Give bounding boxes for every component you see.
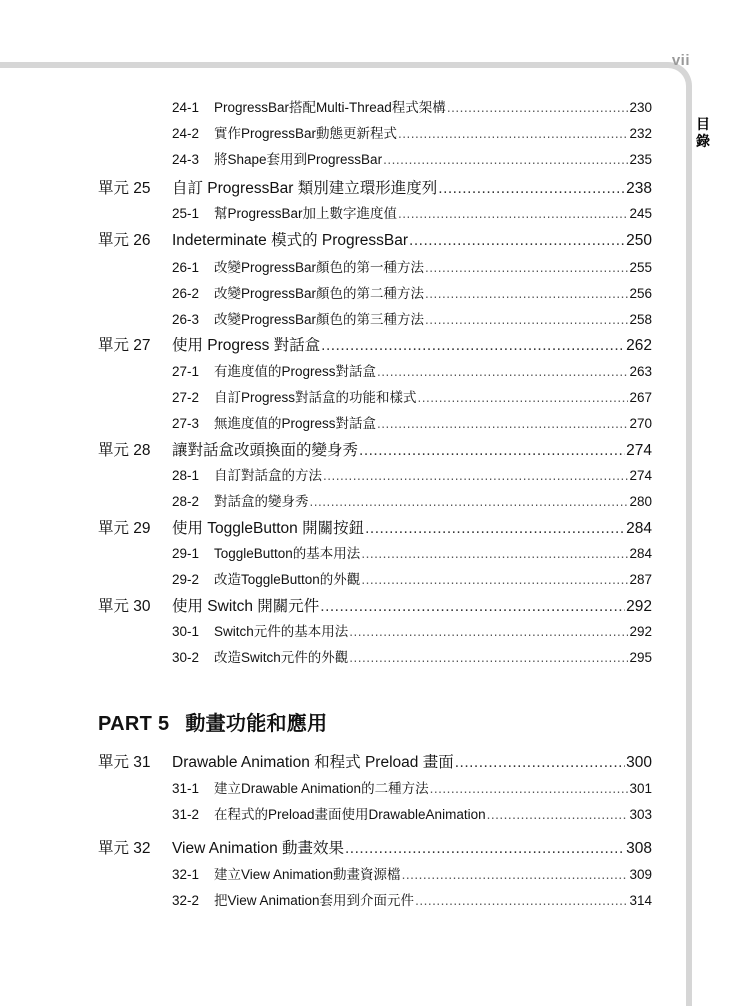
section-number: 27-1: [172, 364, 200, 379]
entry-title: 幫ProgressBar加上數字進度值: [214, 206, 398, 221]
dot-leader: [320, 598, 625, 616]
page-number: vii: [671, 52, 690, 69]
unit-number: 單元 28: [98, 442, 151, 459]
page-ref: 235: [629, 152, 652, 167]
dot-leader: [425, 286, 628, 301]
dot-leader: [345, 840, 625, 858]
side-tab-label: [693, 116, 713, 150]
dot-leader: [402, 867, 629, 882]
dot-leader: [365, 520, 625, 538]
toc-unit-entry[interactable]: [98, 594, 652, 616]
page-ref: 230: [629, 100, 652, 115]
section-number: 24-3: [172, 152, 200, 167]
section-number: 29-1: [172, 546, 200, 561]
toc-section-entry[interactable]: [172, 620, 652, 640]
dot-leader: [377, 416, 628, 431]
side-tab-char: 目: [696, 116, 710, 132]
section-number: 32-2: [172, 893, 200, 908]
toc-section-entry[interactable]: [172, 542, 652, 562]
toc-section-entry[interactable]: [172, 282, 652, 302]
entry-title: 將Shape套用到ProgressBar: [214, 152, 383, 167]
toc-section-entry[interactable]: [172, 412, 652, 432]
toc-section-entry[interactable]: [172, 386, 652, 406]
page-ref: 274: [629, 468, 652, 483]
toc-section-entry[interactable]: [172, 863, 652, 883]
entry-title: 改造ToggleButton的外觀: [214, 572, 361, 587]
dot-leader: [377, 364, 628, 379]
unit-number: 單元 27: [98, 337, 151, 354]
entry-title: 實作ProgressBar動態更新程式: [214, 126, 398, 141]
section-number: 27-2: [172, 390, 200, 405]
toc-section-entry[interactable]: [172, 122, 652, 142]
page-ref: 250: [626, 232, 652, 249]
dot-leader: [430, 781, 629, 796]
entry-title: 自訂對話盒的方法: [214, 468, 322, 483]
page-ref: 309: [629, 867, 652, 882]
dot-leader: [425, 260, 628, 275]
toc-unit-entry[interactable]: [98, 438, 652, 460]
part-title: 動畫功能和應用: [185, 713, 328, 735]
page-ref: 295: [629, 650, 652, 665]
dot-leader: [398, 126, 628, 141]
page-ref: 284: [626, 520, 652, 537]
page-ref: 292: [629, 624, 652, 639]
unit-number: 單元 29: [98, 520, 151, 537]
sidebar-rule: [686, 100, 692, 1006]
page-ref: 292: [626, 598, 652, 615]
section-number: 28-2: [172, 494, 200, 509]
toc-section-entry[interactable]: [172, 646, 652, 666]
page-ref: 303: [629, 807, 652, 822]
dot-leader: [361, 546, 628, 561]
toc-section-entry[interactable]: [172, 568, 652, 588]
section-number: 28-1: [172, 468, 200, 483]
header-rule: [0, 62, 668, 68]
toc-unit-entry[interactable]: [98, 750, 652, 772]
side-tab-char: 錄: [696, 133, 710, 149]
section-number: 24-2: [172, 126, 200, 141]
entry-title: 有進度值的Progress對話盒: [214, 364, 377, 379]
entry-title: 在程式的Preload畫面使用DrawableAnimation: [214, 807, 486, 822]
unit-number: 單元 25: [98, 180, 151, 197]
entry-title: 改造Switch元件的外觀: [214, 650, 349, 665]
entry-title: Switch元件的基本用法: [214, 624, 349, 639]
toc-section-entry[interactable]: [172, 256, 652, 276]
toc-section-entry[interactable]: [172, 148, 652, 168]
entry-title: 把View Animation套用到介面元件: [214, 893, 415, 908]
toc-section-entry[interactable]: [172, 360, 652, 380]
section-number: 25-1: [172, 206, 200, 221]
entry-title: 自訂 ProgressBar 類別建立環形進度列: [172, 180, 438, 197]
dot-leader: [361, 572, 628, 587]
entry-title: 建立Drawable Animation的二種方法: [214, 781, 429, 796]
toc-unit-entry[interactable]: [98, 228, 652, 250]
section-number: 31-2: [172, 807, 200, 822]
toc-section-entry[interactable]: [172, 889, 652, 909]
page-ref: 245: [629, 206, 652, 221]
dot-leader: [438, 180, 625, 198]
page-ref: 280: [629, 494, 652, 509]
dot-leader: [418, 390, 629, 405]
part-label: PART 5: [98, 713, 170, 735]
toc-section-entry[interactable]: [172, 464, 652, 484]
entry-title: 使用 ToggleButton 開關按鈕: [172, 520, 365, 537]
section-number: 26-3: [172, 312, 200, 327]
entry-title: 讓對話盒改頭換面的變身秀: [172, 442, 359, 459]
entry-title: 對話盒的變身秀: [214, 494, 309, 509]
section-number: 26-1: [172, 260, 200, 275]
page-ref: 267: [629, 390, 652, 405]
dot-leader: [398, 206, 628, 221]
dot-leader: [349, 624, 628, 639]
page-ref: 263: [629, 364, 652, 379]
toc-section-entry[interactable]: [172, 803, 652, 823]
section-number: 30-2: [172, 650, 200, 665]
dot-leader: [310, 494, 629, 509]
entry-title: Drawable Animation 和程式 Preload 畫面: [172, 754, 454, 771]
entry-title: 改變ProgressBar顏色的第三種方法: [214, 312, 425, 327]
page-ref: 238: [626, 180, 652, 197]
page-ref: 262: [626, 337, 652, 354]
toc-unit-entry[interactable]: [98, 176, 652, 198]
dot-leader: [425, 312, 628, 327]
part-heading: [98, 707, 327, 736]
unit-number: 單元 32: [98, 840, 151, 857]
dot-leader: [321, 337, 625, 355]
dot-leader: [349, 650, 628, 665]
section-number: 26-2: [172, 286, 200, 301]
page-ref: 256: [629, 286, 652, 301]
dot-leader: [415, 893, 628, 908]
toc-unit-entry[interactable]: [98, 836, 652, 858]
toc-section-entry[interactable]: [172, 777, 652, 797]
toc-unit-entry[interactable]: [98, 333, 652, 355]
page-ref: 300: [626, 754, 652, 771]
toc-section-entry[interactable]: [172, 202, 652, 222]
entry-title: ToggleButton的基本用法: [214, 546, 361, 561]
page-ref: 274: [626, 442, 652, 459]
entry-title: 使用 Switch 開關元件: [172, 598, 320, 615]
entry-title: ProgressBar搭配Multi-Thread程式架構: [214, 100, 446, 115]
dot-leader: [447, 100, 629, 115]
toc-section-entry[interactable]: [172, 308, 652, 328]
entry-title: 無進度值的Progress對話盒: [214, 416, 377, 431]
dot-leader: [409, 232, 625, 250]
entry-title: 使用 Progress 對話盒: [172, 337, 321, 354]
dot-leader: [383, 152, 628, 167]
page-ref: 232: [629, 126, 652, 141]
dot-leader: [487, 807, 629, 822]
page-ref: 255: [629, 260, 652, 275]
entry-title: 自訂Progress對話盒的功能和樣式: [214, 390, 417, 405]
entry-title: 改變ProgressBar顏色的第二種方法: [214, 286, 425, 301]
page-ref: 314: [629, 893, 652, 908]
entry-title: Indeterminate 模式的 ProgressBar: [172, 232, 409, 249]
section-number: 30-1: [172, 624, 200, 639]
page-ref: 308: [626, 840, 652, 857]
section-number: 29-2: [172, 572, 200, 587]
entry-title: 改變ProgressBar顏色的第一種方法: [214, 260, 425, 275]
section-number: 27-3: [172, 416, 200, 431]
unit-number: 單元 31: [98, 754, 151, 771]
page-ref: 287: [629, 572, 652, 587]
toc-section-entry[interactable]: [172, 490, 652, 510]
page-ref: 270: [629, 416, 652, 431]
dot-leader: [323, 468, 628, 483]
page-ref: 258: [629, 312, 652, 327]
entry-title: 建立View Animation動畫資源檔: [214, 867, 401, 882]
section-number: 32-1: [172, 867, 200, 882]
section-number: 24-1: [172, 100, 200, 115]
entry-title: View Animation 動畫效果: [172, 840, 344, 857]
page-ref: 284: [629, 546, 652, 561]
dot-leader: [359, 442, 625, 460]
dot-leader: [455, 754, 625, 772]
section-number: 31-1: [172, 781, 200, 796]
toc-section-entry[interactable]: [172, 96, 652, 116]
page-ref: 301: [629, 781, 652, 796]
unit-number: 單元 30: [98, 598, 151, 615]
unit-number: 單元 26: [98, 232, 151, 249]
toc-unit-entry[interactable]: [98, 516, 652, 538]
